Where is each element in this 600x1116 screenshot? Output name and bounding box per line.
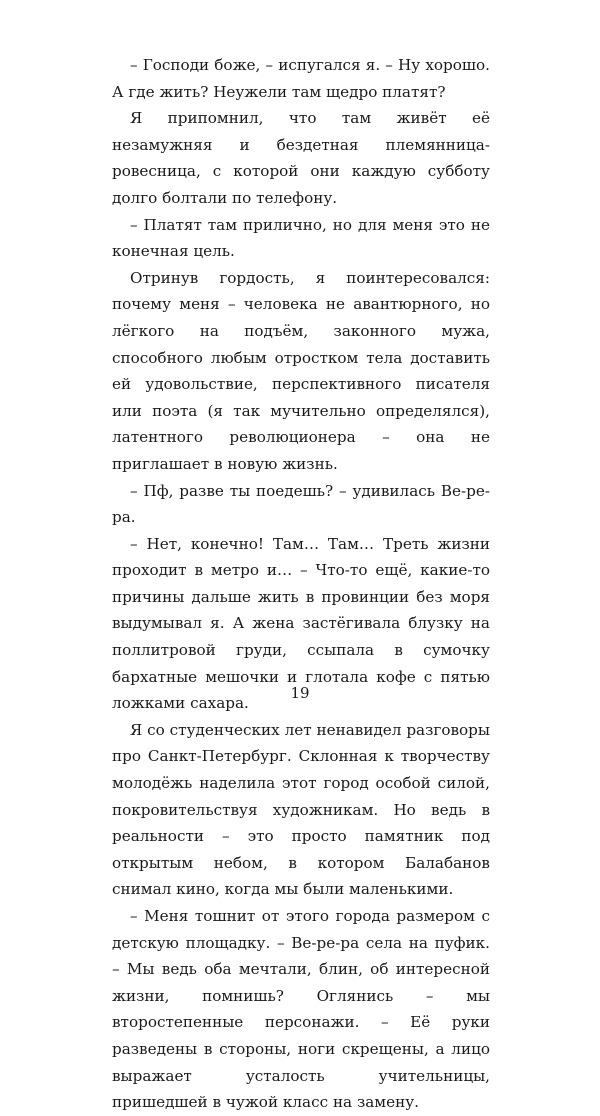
paragraph-7: Я со студенческих лет ненавидел разговоры про Санкт-Петербург. Склонная к творчеству молодёжь наделила этот город особой силой, покровительствуя художникам. Но ведь в реальности – это просто памятник под открытым небом, в котором Балабанов снимал кино, когда мы были маленькими. [112, 720, 490, 899]
paragraph-8: – Меня тошнит от этого города размером с детскую площадку. – Ве-ре-ра села на пуфик. – Мы ведь оба мечтали, блин, об интересной жизни, помнишь? Оглянись – мы второстепенные персонажи. – Её руки разведены в стороны, ноги скрещены, а лицо выражает усталость учительницы, пришедшей в чужой класс на замену. [112, 907, 490, 1112]
paragraph-2: Я припомнил, что там живёт её незамужняя и бездетная племянница-ровесница, с которой они каждую субботу долго болтали по телефону. [112, 109, 490, 207]
paragraph-1: – Господи боже, – испугался я. – Ну хорошо. А где жить? Неужели там щедро платят? [112, 56, 490, 101]
text-body [112, 52, 490, 1116]
paragraph-6: – Нет, конечно! Там… Там… Треть жизни проходит в метро и… – Что-то ещё, какие-то причины дальше жить в провинции без моря выдумывал я. А жена застёгивала блузку на поллитровой груди, ссыпала в сумочку бархатные мешочки и глотала кофе с пятью ложками сахара. [112, 534, 490, 713]
paragraph-3: – Платят там прилично, но для меня это не конечная цель. [112, 215, 490, 261]
page-number: 19 [290, 684, 310, 702]
paragraph-5: – Пф, разве ты поедешь? – удивилась Ве-ре-ра. [112, 481, 490, 527]
paragraph-4: Отринув гордость, я поинтересовался: почему меня – человека не авантюрного, но лёгкого на подъём, законного мужа, способного любым отростком тела доставить ей удовольствие, перспективного писателя или поэта (я так мучительно определялся), латентного революционера – она не приглашает в новую жизнь. [112, 268, 490, 473]
